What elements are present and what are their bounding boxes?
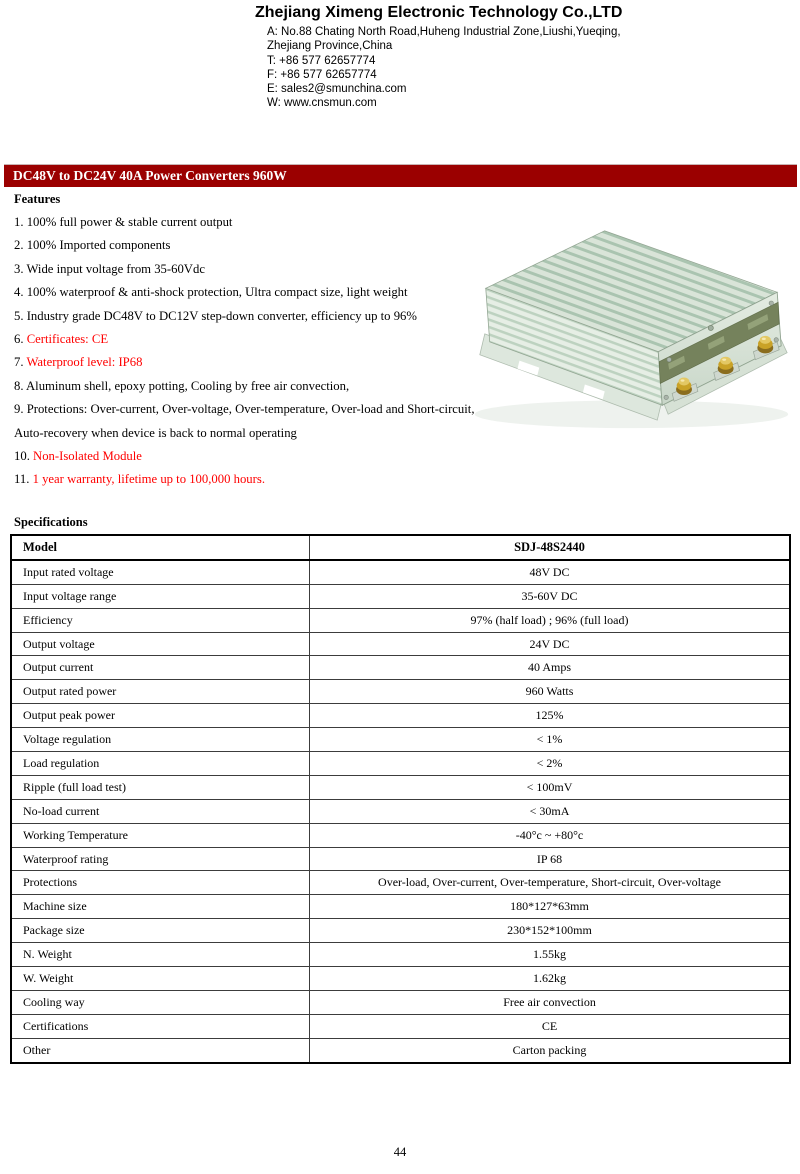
feature-text: 100% full power & stable current output bbox=[26, 215, 233, 229]
spec-value: 24V DC bbox=[310, 632, 791, 656]
specifications-heading: Specifications bbox=[14, 515, 88, 529]
spec-row bbox=[11, 728, 790, 752]
feature-number: 3. bbox=[14, 261, 27, 276]
spec-row bbox=[11, 823, 790, 847]
specs-header-row bbox=[11, 535, 790, 560]
spec-row bbox=[11, 919, 790, 943]
spec-row bbox=[11, 799, 790, 823]
spec-row bbox=[11, 584, 790, 608]
contact-email: E: sales2@smunchina.com bbox=[267, 83, 407, 96]
spec-value: 1.55kg bbox=[310, 943, 791, 967]
product-title-banner bbox=[4, 164, 797, 187]
spec-value: -40°c ~ +80°c bbox=[310, 823, 791, 847]
spec-value: 180*127*63mm bbox=[310, 895, 791, 919]
feature-text: Aluminum shell, epoxy potting, Cooling by free air convection, bbox=[26, 378, 350, 393]
spec-label: Cooling way bbox=[11, 990, 310, 1014]
spec-label: N. Weight bbox=[11, 943, 310, 967]
spec-label: Load regulation bbox=[11, 752, 310, 776]
spec-value: 40 Amps bbox=[310, 656, 791, 680]
spec-value: 125% bbox=[310, 704, 791, 728]
spec-value: 48V DC bbox=[310, 560, 791, 584]
spec-label: Protections bbox=[11, 871, 310, 895]
spec-row bbox=[11, 752, 790, 776]
spec-row bbox=[11, 608, 790, 632]
spec-label: Input voltage range bbox=[11, 584, 310, 608]
feature-item bbox=[14, 468, 486, 491]
feature-number: 9. bbox=[14, 402, 27, 417]
spec-value: Carton packing bbox=[310, 1038, 791, 1062]
feature-item bbox=[14, 281, 486, 304]
feature-item bbox=[14, 234, 486, 257]
features-list bbox=[14, 211, 486, 492]
specs-header-label: Model bbox=[11, 535, 310, 560]
feature-text: Non-Isolated Module bbox=[33, 449, 142, 464]
feature-text: 1 year warranty, lifetime up to 100,000 hours. bbox=[32, 472, 265, 487]
spec-label: Efficiency bbox=[11, 608, 310, 632]
feature-text: Industry grade DC48V to DC12V step-down converter, efficiency up to 96% bbox=[26, 308, 417, 323]
spec-label: Output current bbox=[11, 656, 310, 680]
spec-row bbox=[11, 775, 790, 799]
feature-number: 7. bbox=[14, 355, 27, 370]
spec-label: Output rated power bbox=[11, 680, 310, 704]
spec-label: Waterproof rating bbox=[11, 847, 310, 871]
spec-label: Output peak power bbox=[11, 704, 310, 728]
spec-label: Other bbox=[11, 1038, 310, 1062]
feature-text: Protections: Over-current, Over-voltage, Over-temperature, Over-load and Short-circuit, Auto-recovery when device is back to normal operating bbox=[14, 402, 475, 440]
spec-row bbox=[11, 656, 790, 680]
spec-row bbox=[11, 871, 790, 895]
feature-number: 5. bbox=[14, 308, 27, 323]
contact-block bbox=[267, 25, 621, 111]
feature-item bbox=[14, 328, 486, 351]
contact-address-line-2: Zhejiang Province,China bbox=[267, 40, 393, 53]
spec-value: Free air convection bbox=[310, 990, 791, 1014]
spec-row bbox=[11, 990, 790, 1014]
spec-label: Certifications bbox=[11, 1014, 310, 1038]
contact-fax: F: +86 577 62657774 bbox=[267, 68, 377, 81]
spec-row bbox=[11, 895, 790, 919]
spec-value: Over-load, Over-current, Over-temperature, Short-circuit, Over-voltage bbox=[310, 871, 791, 895]
feature-item bbox=[14, 305, 486, 328]
spec-value: 1.62kg bbox=[310, 967, 791, 991]
spec-row bbox=[11, 704, 790, 728]
spec-label: Voltage regulation bbox=[11, 728, 310, 752]
product-photo bbox=[458, 210, 800, 438]
spec-value: < 1% bbox=[310, 728, 791, 752]
company-name: Zhejiang Ximeng Electronic Technology Co.,LTD bbox=[255, 4, 623, 21]
spec-label: Machine size bbox=[11, 895, 310, 919]
spec-row bbox=[11, 632, 790, 656]
spec-row bbox=[11, 1014, 790, 1038]
product-title: DC48V to DC24V 40A Power Converters 960W bbox=[13, 168, 287, 183]
spec-row bbox=[11, 967, 790, 991]
feature-text: Waterproof level: IP68 bbox=[26, 355, 143, 370]
spec-row bbox=[11, 847, 790, 871]
contact-address-line-1: A: No.88 Chating North Road,Huheng Industrial Zone,Liushi,Yueqing, bbox=[267, 26, 621, 38]
spec-value: IP 68 bbox=[310, 847, 791, 871]
spec-row bbox=[11, 943, 790, 967]
feature-item bbox=[14, 375, 486, 398]
feature-item bbox=[14, 445, 486, 468]
specs-header-value: SDJ-48S2440 bbox=[310, 535, 791, 560]
spec-value: CE bbox=[310, 1014, 791, 1038]
feature-item bbox=[14, 258, 486, 281]
spec-label: W. Weight bbox=[11, 967, 310, 991]
feature-number: 2. bbox=[14, 238, 27, 253]
spec-row bbox=[11, 560, 790, 584]
contact-telephone: T: +86 577 62657774 bbox=[267, 54, 376, 67]
specs-table bbox=[10, 534, 791, 1064]
feature-item bbox=[14, 398, 486, 445]
feature-text: 100% Imported components bbox=[26, 238, 171, 253]
spec-value: < 100mV bbox=[310, 775, 791, 799]
spec-label: Output voltage bbox=[11, 632, 310, 656]
feature-number: 6. bbox=[14, 332, 27, 347]
spec-label: Input rated voltage bbox=[11, 560, 310, 584]
feature-number: 8. bbox=[14, 378, 26, 393]
converter-illustration bbox=[475, 231, 788, 428]
feature-text: Wide input voltage from 35-60Vdc bbox=[26, 261, 205, 276]
feature-number: 11. bbox=[14, 472, 33, 487]
features-heading: Features bbox=[14, 192, 61, 206]
spec-value: < 2% bbox=[310, 752, 791, 776]
spec-value: 960 Watts bbox=[310, 680, 791, 704]
spec-label: Working Temperature bbox=[11, 823, 310, 847]
spec-value: 97% (half load) ; 96% (full load) bbox=[310, 608, 791, 632]
feature-item bbox=[14, 351, 486, 374]
spec-value: 35-60V DC bbox=[310, 584, 791, 608]
spec-row bbox=[11, 1038, 790, 1062]
feature-number: 10. bbox=[14, 449, 34, 464]
spec-label: Package size bbox=[11, 919, 310, 943]
spec-label: No-load current bbox=[11, 799, 310, 823]
page-number: 44 bbox=[393, 1145, 407, 1159]
feature-number: 4. bbox=[14, 285, 27, 300]
spec-label: Ripple (full load test) bbox=[11, 775, 310, 799]
specs-table-body bbox=[11, 560, 790, 1063]
spec-value: < 30mA bbox=[310, 799, 791, 823]
feature-number: 1. bbox=[14, 215, 27, 229]
spec-row bbox=[11, 680, 790, 704]
contact-website: W: www.cnsmun.com bbox=[267, 97, 377, 110]
feature-text: 100% waterproof & anti-shock protection, Ultra compact size, light weight bbox=[26, 285, 408, 300]
feature-text: Certificates: CE bbox=[26, 332, 109, 347]
feature-item bbox=[14, 211, 486, 234]
spec-value: 230*152*100mm bbox=[310, 919, 791, 943]
